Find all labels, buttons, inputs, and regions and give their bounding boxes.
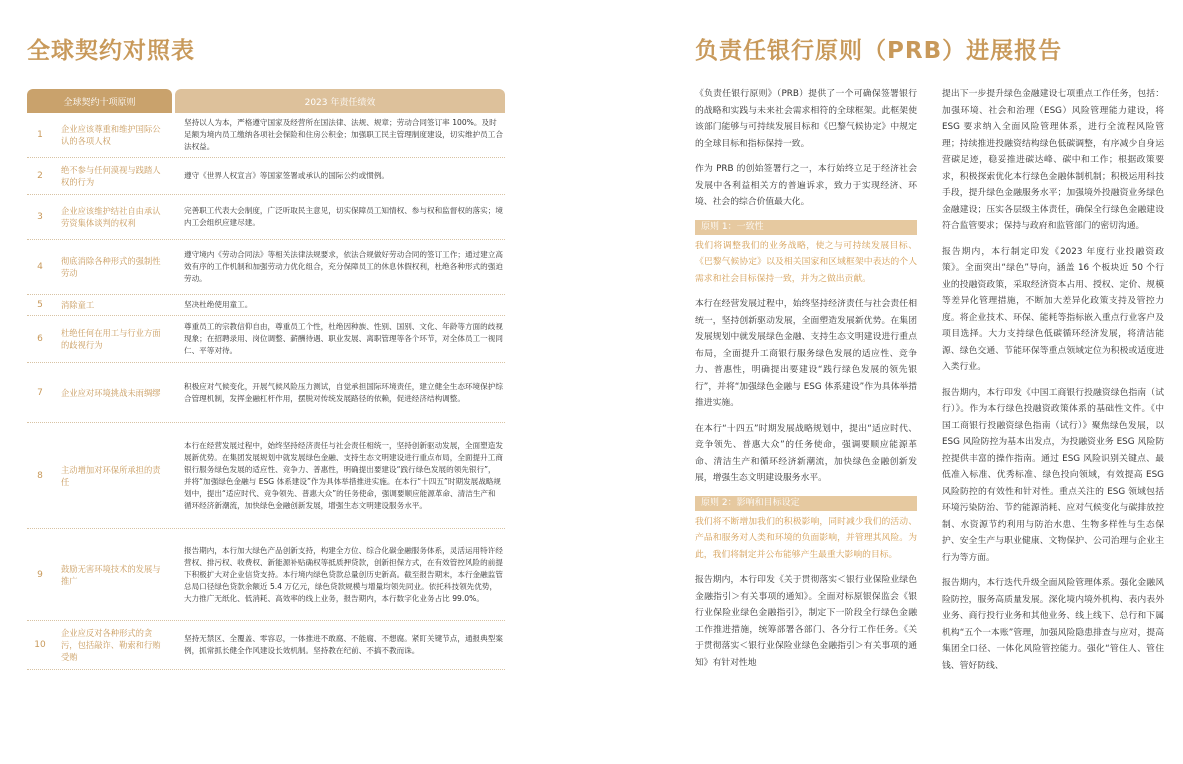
paragraph: 报告期内，本行制定印发《2023 年度行业投融资政策》。全面突出“绿色”导向，涵盖 16 个板块近 50 个行业的投融资政策，采取经济资本占用、授权、定价、规模等差异化管理措施，不断加大差异化政策支持及管控力度。将企业技术、环保、能耗等指标嵌入重点行业客户及项目选择。大力支持绿色低碳循环经济发展，将清洁能源、绿色交通、节能环保等重点领域定位为积极或适度进入类行业。: [942, 246, 1164, 372]
paragraph: 报告期内，本行迭代升级全面风险管理体系。强化金融风险防控，服务高质量发展。深化境内境外机构、表内表外业务、商行投行业务和其他业务、线上线下、总行和下属机构“五个一本账”管理，加强风险隐患排查与应对，提高集团全口径、一体化风险管控能力。强化“管住人、管住钱、管好防线、: [942, 578, 1164, 671]
principle-cell: 企业应该维护结社自由承认劳资集体谈判的权利: [61, 206, 161, 228]
paragraph: 报告期内，本行印发《中国工商银行投融资绿色指南（试行）》。作为本行绿色投融资政策体系的基础性文件。《中国工商银行投融资绿色指南（试行）》聚焦绿色发展，以 ESG 风险防控为基本出发点，为投融资业务 ESG 风险防控提供丰富的操作指南。通过 ESG 风险识别关键点、最低准入标准、优秀标准、绿色投向领域，有效提高 ESG 风险防控的有效性和针对性。重点关注的 ESG 领域包括环境污染防治、节约能源消耗、应对气候变化与碳排放控制、水资源节约利用与防治水患、生物多样性与生态保护、安全生产与职业健康、文物保护、公司治理与企业主行为等方面。: [942, 387, 1164, 563]
row-number: 4: [37, 262, 43, 272]
principle-cell: 消除童工: [61, 300, 95, 310]
table-row: [27, 158, 505, 195]
performance-cell: 报告期内，本行加大绿色产品创新支持，构建全方位、综合化碳金融服务体系，灵活运用特许经营权、排污权、收费权、新能源补贴确权等抵质押贷款，创新担保方式，在有效管控风险的前提下积极扩大对企业信贷支持。本行境内绿色贷款总量创历史新高。截至报告期末，本行金融监管总局口径绿色贷款余额近 5.4 万亿元，绿色贷款规模与增量均领先同业。依托科技领先优势，大力推广无纸化、低消耗、高效率的线上业务，报告期内，本行数字化业务占比 99.0%。: [184, 545, 503, 603]
row-number: 6: [37, 334, 43, 344]
text-column-right: [942, 86, 1164, 683]
paragraph: 报告期内，本行印发《关于贯彻落实＜银行业保险业绿色金融指引＞有关事项的通知》。全面对标原银保监会《银行业保险业绿色金融指引》，制定下一阶段全行绿色金融工作推进措施，统筹部署各部门、各分行工作任务。《关于贯彻落实＜银行业保险业绿色金融指引＞有关事项的通知》有针对性地: [695, 575, 917, 668]
principle-cell: 绝不参与任何漠视与践踏人权的行为: [61, 165, 161, 187]
performance-cell: 本行在经营发展过程中，始终坚持经济责任与社会责任相统一，坚持创新驱动发展，全面塑造发展新优势。在集团发展规划中就发展绿色金融、支持生态文明建设进行重点布局，全面提升工商银行服务绿色发展的适应性、竞争力、普惠性，明确提出要建设“践行绿色发展的领先银行”，并将“加强绿色金融与 ESG 体系建设”作为具体举措推进实施。在本行“十四五”时期发展战略规划中，提出“适应时代、竞争领先、普惠大众”的任务使命，强调要顺应能源革命、清洁生产和循环经济新潮流，加快绿色金融创新发展，增强生态文明建设服务水平。: [184, 440, 503, 510]
section-summary-principle-1: 我们将调整我们的业务战略，使之与可持续发展目标、《巴黎气候协定》以及相关国家和区域框架中表达的个人需求和社会目标保持一致，并为之做出贡献。: [695, 240, 917, 284]
row-number: 3: [37, 212, 43, 222]
paragraph: 作为 PRB 的创始签署行之一，本行始终立足于经济社会发展中各利益相关方的普遍诉求，致力于实现经济、环境、社会的综合价值最大化。: [695, 164, 917, 207]
section-summary-principle-2: 我们将不断增加我们的积极影响，同时减少我们的活动、产品和服务对人类和环境的负面影响，并管理其风险。为此，我们将制定并公布能够产生最重大影响的目标。: [695, 516, 917, 560]
principle-cell: 杜绝任何在用工与行业方面的歧视行为: [61, 328, 161, 350]
principle-cell: 企业应反对各种形式的贪污，包括敲诈、勒索和行贿受贿: [61, 628, 161, 662]
table-row: [27, 316, 505, 363]
row-number: 8: [37, 470, 43, 481]
row-number: 1: [37, 130, 43, 140]
table-row: [27, 295, 505, 316]
performance-cell: 完善职工代表大会制度，广泛听取民主意见，切实保障员工知情权、参与权和监督权的落实；境内工会组织应建尽建。: [184, 206, 503, 227]
paragraph: 在本行“十四五”时期发展战略规划中，提出“适应时代、竞争领先、普惠大众”的任务使命，强调要顺应能源革命、清洁生产和循环经济新潮流，加快绿色金融创新发展，增强生态文明建设服务水平。: [695, 423, 917, 483]
table-row: [27, 363, 505, 423]
page-title: 全球契约对照表: [27, 38, 195, 64]
performance-cell: 尊重员工的宗教信仰自由，尊重员工个性，杜绝因种族、性别、国别、文化、年龄等方面的歧视现象；在招聘录用、岗位调整、薪酬待遇、职业发展、离职管理等各个环节，对全体员工一视同仁、平等对待。: [184, 322, 503, 355]
paragraph: 提出下一步提升绿色金融建设七项重点工作任务，包括：加强环境、社会和治理（ESG）风险管理能力建设，将 ESG 要求纳入全面风险管理体系，进行全流程风险管理；持续推进投融资结构绿色低碳调整，有序减少自身运营碳足迹，稳妥推进碳达峰、碳中和工作；根据政策要求，积极探索优化本行绿色金融体制机制；积极运用科技手段，提升绿色金融服务水平；加强境外投融资业务绿色金融建设；压实各层级主体责任，确保全行绿色金融建设符合监管要求；保持与政府和监管部门的密切沟通。: [942, 89, 1164, 231]
global-compact-table: [27, 89, 505, 670]
row-number: 5: [37, 300, 43, 310]
performance-cell: 坚决杜绝使用童工。: [184, 300, 253, 309]
performance-cell: 坚持无禁区、全覆盖、零容忍，一体推进不敢腐、不能腐、不想腐。紧盯关键节点，通报典型案例，抓常抓长健全作风建设长效机制。坚持教在纪前、不搞不教而诛。: [184, 634, 503, 655]
row-number: 9: [37, 569, 43, 580]
performance-cell: 遵守《世界人权宣言》等国家签署或承认的国际公约或惯例。: [184, 171, 390, 180]
right-page: [592, 0, 1183, 764]
table-row: [27, 195, 505, 240]
performance-cell: 积极应对气候变化，开展气候风险压力测试，自觉承担国际环境责任，建立健全生态环境保护综合管理机制，发挥金融杠杆作用，摆脱对传统发展路径的依赖，促进经济结构调整。: [184, 381, 503, 403]
table-row: [27, 529, 505, 621]
column-header-principle: 全球契约十项原则: [27, 89, 172, 113]
table-row: [27, 113, 505, 158]
table-row: [27, 240, 505, 295]
page-title-prb: 负责任银行原则（PRB）进展报告: [695, 38, 1063, 64]
section-heading-principle-2: 原则 2：影响和目标设定: [695, 496, 917, 511]
performance-cell: 坚持以人为本，严格遵守国家及经营所在国法律、法规、规章；劳动合同签订率 100%。及时足额为境内员工缴纳各项社会保险和住房公积金；加强职工民主管理制度建设，切实维护员工合法权益。: [184, 118, 503, 151]
principle-cell: 企业应该尊重和维护国际公认的各项人权: [61, 124, 161, 146]
paragraph: 本行在经营发展过程中，始终坚持经济责任与社会责任相统一，坚持创新驱动发展，全面塑造发展新优势。在集团发展规划中就发展绿色金融、支持生态文明建设进行重点布局，全面提升工商银行服务绿色发展的适应性、竞争力、普惠性，明确提出要建设“践行绿色发展的领先银行”，并将“加强绿色金融与 ESG 体系建设”作为具体举措推进实施。: [695, 299, 917, 408]
table-header: [27, 89, 505, 113]
section-heading-principle-1: 原则 1：一致性: [695, 220, 917, 235]
table-row: [27, 423, 505, 529]
left-page: [0, 0, 591, 764]
principle-cell: 企业应对环境挑战未雨绸缪: [61, 387, 161, 398]
principle-cell: 彻底消除各种形式的强制性劳动: [61, 256, 161, 278]
text-column-left: [695, 86, 917, 680]
principle-cell: 主动增加对环保所承担的责任: [61, 464, 161, 487]
table-body: [27, 113, 505, 670]
performance-cell: 遵守境内《劳动合同法》等相关法律法规要求，依法合规做好劳动合同的签订工作；通过建立高效有序的工作机制和加强劳动力优化组合，充分保障员工的休息休假权利，杜绝各种形式的强迫劳动。: [184, 250, 503, 283]
column-header-performance: 2023 年责任绩效: [175, 89, 505, 113]
row-number: 2: [37, 171, 43, 181]
row-number: 7: [37, 387, 43, 398]
table-row: [27, 621, 505, 670]
row-number: 10: [34, 640, 46, 650]
principle-cell: 鼓励无害环境技术的发展与推广: [61, 563, 161, 586]
paragraph: 《负责任银行原则》（PRB）提供了一个可确保签署银行的战略和实践与未来社会需求相符的全球框架。此框架使该部门能够与可持续发展目标和《巴黎气候协定》中规定的全球目标和指标保持一致。: [695, 89, 917, 149]
